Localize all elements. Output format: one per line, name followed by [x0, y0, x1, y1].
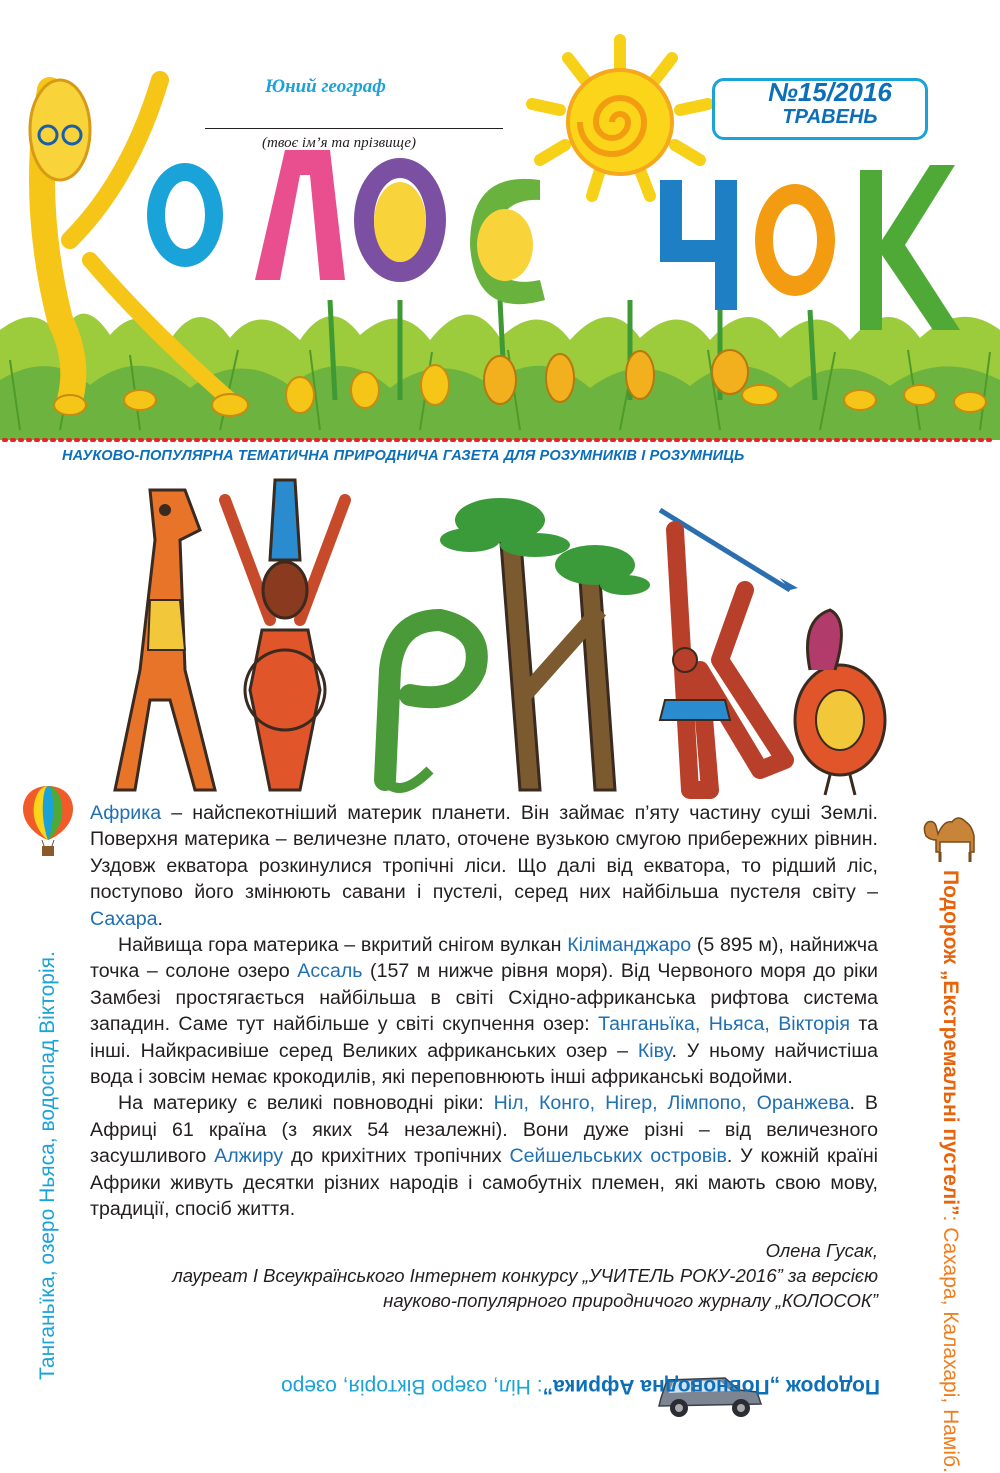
term-rivers: Ніл, Конго, Нігер, Лімпопо, Оранжева: [493, 1092, 850, 1115]
masthead: [0, 0, 1000, 470]
issue-month: ТРАВЕНЬ: [782, 106, 878, 128]
term-kilimanjaro: Кіліманджаро: [567, 934, 692, 957]
young-geographer-label: Юний географ: [265, 76, 386, 97]
bird-letter: [795, 610, 885, 795]
giraffe-letter: [115, 490, 215, 790]
term-africa: Африка: [90, 802, 162, 824]
term-lakes: Танганьїка, Ньяса, Вікторія: [598, 1013, 850, 1036]
tagline: НАУКОВО-ПОПУЛЯРНА ТЕМАТИЧНА ПРИРОДНИЧА ГАЗЕТА ДЛЯ РОЗУМНИКІВ І РОЗУМНИЦЬ: [62, 448, 745, 464]
term-kivu: Ківу: [637, 1039, 672, 1062]
term-assal: Ассаль: [297, 960, 363, 983]
name-caption: (твоє ім’я та прізвище): [262, 135, 417, 151]
woman-letter: [225, 480, 345, 790]
africa-title-illustration: [0, 470, 1000, 800]
left-side-caption: Танганьїка, озеро Ньяса, водоспад Вікторія.: [36, 951, 59, 1380]
issue-number: №15/2016: [768, 77, 892, 107]
paragraph-3: На материку є великі повноводні ріки: Ніл, Конго, Нігер, Лімпопо, Оранжева. В Африці 61 країна (з яких 54 незалежні). Вони дуже різні – від величезного засушливого Алжиру до крихітних тропічних Сейшельських островів. У кожній країні Африки живуть десятки різних народів і самобутніх племен, які мають свою мову, традиції, спосіб життя.: [90, 1092, 879, 1221]
term-seychelles: Сейшельських островів: [509, 1145, 727, 1168]
term-algeria: Алжиру: [214, 1145, 284, 1168]
right-side-caption: Подорож „Екстремальні пустелі”: Сахара, Калахарі, Наміб.: [939, 870, 962, 1473]
paragraph-2: Найвища гора материка – вкритий снігом вулкан Кіліманджаро (5 895 м), найнижча точка – солоне озеро Ассаль (157 м нижче рівня моря). Від Червоного моря до ріки Замбезі простягається найбільша в світі Східно-африканська рифтова система западин. Саме тут найбільше у світі скупчення озер: Танганьїка, Ньяса, Вікторія та інші. Найкрасивіше серед Великих африканських озер – Ківу. У ньому найчистіша вода і зовсім немає крокодилів, які переповнюють інші африканські водойми.: [90, 934, 878, 1089]
masthead-illustration: [0, 0, 1000, 470]
name-fill-line: [205, 128, 503, 129]
dotted-divider: [0, 436, 1000, 444]
hot-air-balloon-icon: [18, 782, 78, 862]
bottom-side-caption: Подорож „Повноводна Африка”: Ніл, озеро Вікторія, озеро: [281, 1375, 880, 1398]
author-credential: лауреат І Всеукраїнського Інтернет конкурсу „УЧИТЕЛЬ РОКУ-2016” за версією: [172, 1265, 878, 1286]
paragraph-1: Африка – найспекотніший материк планети. Він займає п’яту частину суші Землі. Поверхня материка – величезне плато, оточене вузькою смугою прибережних рівнин. Уздовж екватора розкинулися тропічні ліси. Що далі від екватора, то рідший ліс, поступово його змінюють савани і пустелі, серед них найбільша пустеля світу – Сахара.: [90, 802, 878, 930]
author-name: Олена Гусак,: [765, 1240, 878, 1261]
term-sahara: Сахара: [90, 907, 158, 930]
camel-icon: [918, 806, 984, 866]
hunter-letter: [660, 510, 798, 790]
sun-icon: [532, 40, 708, 196]
author-credential-2: науково-популярного природничого журналу „КОЛОСОК”: [383, 1290, 878, 1311]
signature-block: [100, 1238, 878, 1313]
lizard-letter: [385, 620, 477, 788]
article-body: [90, 800, 878, 1223]
